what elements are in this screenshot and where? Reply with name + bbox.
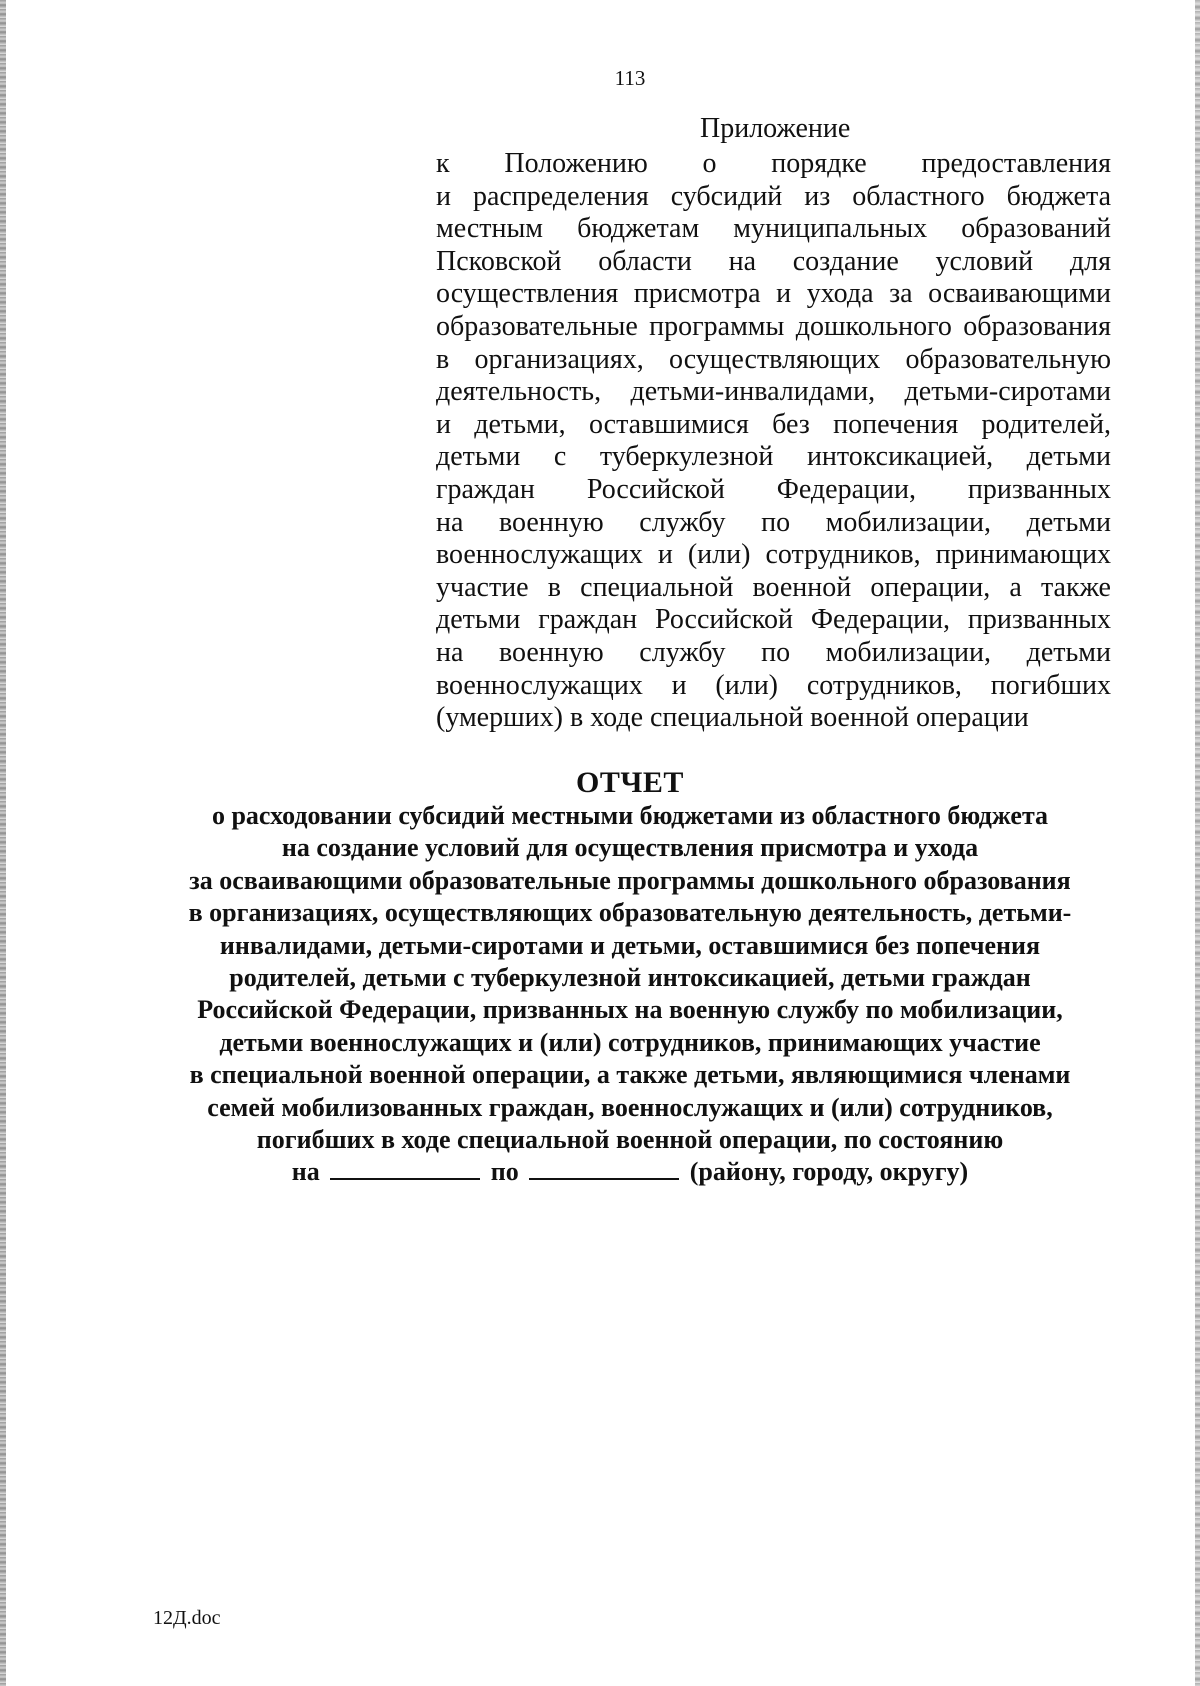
appendix-line: на военную службу по мобилизации, детьми [436, 636, 1111, 668]
report-subtitle-line: родителей, детьми с туберкулезной интоксикацией, детьми граждан [229, 963, 1031, 993]
appendix-line: детьми с туберкулезной интоксикацией, детьми [436, 441, 1111, 473]
report-subtitle-line: о расходовании субсидий местными бюджетами из областного бюджета [211, 801, 1049, 830]
appendix-line: местным бюджетам муниципальных образований [436, 213, 1111, 245]
report-subtitle-line: на создание условий для осуществления присмотра и ухода [281, 833, 979, 863]
scan-edge-right [1195, 0, 1200, 1686]
scan-edge-left [0, 0, 6, 1686]
appendix-line: к Положению о порядке предоставления [436, 148, 1111, 179]
appendix-line: детьми граждан Российской Федерации, призванных [436, 604, 1111, 636]
appendix-line: и распределения субсидий из областного бюджета [436, 180, 1111, 212]
date-middle: по [490, 1157, 519, 1187]
appendix-line: образовательные программы дошкольного образования [436, 310, 1111, 342]
report-subtitle-line: в специальной военной операции, а также детьми, являющимися членами [189, 1060, 1071, 1090]
report-subtitle-line: погибших в ходе специальной военной операции, по состоянию [256, 1125, 1004, 1155]
appendix-line: военнослужащих и (или) сотрудников, погибших [436, 669, 1111, 701]
appendix-line: деятельность, детьми-инвалидами, детьми-сиротами [436, 376, 1111, 408]
district-blank-field[interactable] [529, 1156, 679, 1180]
report-subtitle [140, 800, 1120, 1189]
appendix-line: граждан Российской Федерации, призванных [436, 473, 1111, 505]
report-subtitle-line: за осваивающими образовательные программы дошкольного образования [189, 865, 1071, 895]
date-prefix: на [291, 1157, 320, 1187]
appendix-line: и детьми, оставшимися без попечения родителей, [436, 408, 1111, 440]
appendix-line: Псковской области на создание условий для [436, 245, 1111, 277]
appendix-line: военнослужащих и (или) сотрудников, принимающих [436, 539, 1111, 571]
appendix-line: (умерших) в ходе специальной военной операции [436, 702, 1029, 734]
report-subtitle-line: в организациях, осуществляющих образовательную деятельность, детьми- [188, 898, 1072, 928]
date-suffix: (району, городу, округу) [689, 1157, 969, 1187]
page-number: 113 [614, 66, 646, 90]
report-subtitle-line: Российской Федерации, призванных на военную службу по мобилизации, [197, 995, 1063, 1025]
report-subtitle-line: семей мобилизованных граждан, военнослужащих и (или) сотрудников, [207, 1092, 1053, 1122]
report-date-line [140, 1156, 1120, 1188]
report-heading: ОТЧЕТ [576, 766, 684, 799]
date-blank-field[interactable] [330, 1156, 480, 1180]
appendix-line: на военную службу по мобилизации, детьми [436, 506, 1111, 538]
report-subtitle-line: детьми военнослужащих и (или) сотрудников, принимающих участие [219, 1027, 1041, 1057]
appendix-line: участие в специальной военной операции, а также [436, 571, 1111, 603]
appendix-title: Приложение [700, 113, 851, 144]
appendix-body [436, 148, 1111, 735]
appendix-line: в организациях, осуществляющих образовательную [436, 343, 1111, 375]
report-subtitle-line: инвалидами, детьми-сиротами и детьми, оставшимися без попечения [219, 930, 1041, 960]
file-name: 12Д.doc [153, 1607, 221, 1629]
appendix-line: осуществления присмотра и ухода за осваивающими [436, 278, 1111, 310]
